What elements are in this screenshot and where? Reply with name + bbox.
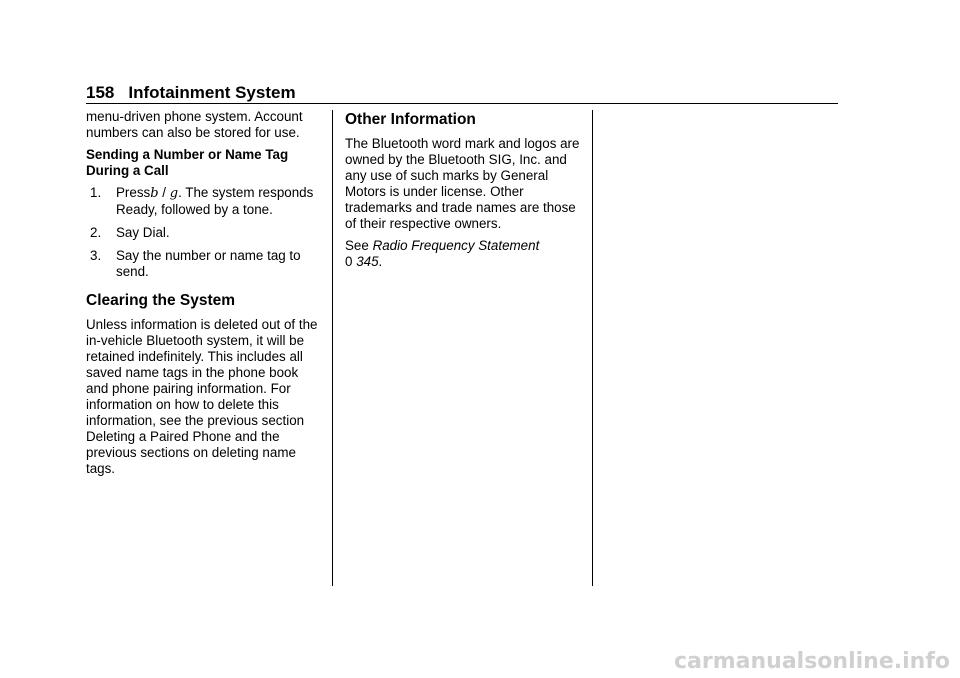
page-title: Infotainment System bbox=[128, 83, 296, 102]
column-divider-2 bbox=[592, 110, 593, 586]
step-text: Say the number or name tag to send. bbox=[116, 248, 301, 279]
step-text-post: . The system responds Ready, followed by a tone. bbox=[116, 185, 314, 217]
section-title-clearing: Clearing the System bbox=[86, 292, 236, 309]
steps-list bbox=[86, 185, 322, 280]
other-info-paragraph: The Bluetooth word mark and logos are owned by the Bluetooth SIG, Inc. and any use of such marks by General Motors is under license. Other trademarks and trade names are those of their respective owners. bbox=[345, 136, 580, 231]
step-number: 3. bbox=[90, 248, 102, 263]
step-number: 2. bbox=[90, 225, 102, 240]
reference-page[interactable]: 345 bbox=[356, 254, 379, 269]
section-title-other-info: Other Information bbox=[345, 111, 476, 128]
push-to-talk-icon: b bbox=[150, 186, 159, 201]
clearing-paragraph: Unless information is deleted out of the in-vehicle Bluetooth system, it will be retained indefinitely. This includes all saved name tags in the phone book and phone pairing information. For information on how to delete this information, see the previous section Deleting a Paired Phone and the previous sections on deleting name tags. bbox=[86, 317, 318, 476]
subheading-sending-number: Sending a Number or Name Tag During a Call bbox=[86, 147, 289, 178]
end-call-icon: g bbox=[169, 186, 179, 201]
reference-link[interactable]: Radio Frequency Statement bbox=[372, 238, 540, 253]
step-slash: / bbox=[162, 185, 167, 200]
column-divider-1 bbox=[332, 110, 333, 586]
page-number: 158 bbox=[86, 83, 115, 102]
step-text: Say Dial. bbox=[116, 225, 170, 240]
see-reference bbox=[345, 238, 581, 270]
page-header bbox=[86, 83, 296, 103]
intro-paragraph: menu-driven phone system. Account numbers can also be stored for use. bbox=[86, 109, 303, 140]
reference-period: . bbox=[378, 254, 383, 269]
column-2 bbox=[345, 109, 581, 276]
list-item bbox=[86, 248, 322, 280]
header-rule bbox=[86, 103, 838, 104]
see-label: See bbox=[345, 238, 369, 253]
list-item bbox=[86, 225, 322, 241]
list-item bbox=[86, 185, 322, 218]
column-1 bbox=[86, 109, 322, 483]
step-number: 1. bbox=[90, 185, 102, 200]
step-text-pre: Press bbox=[116, 185, 151, 200]
watermark: carmanualsonline.info bbox=[674, 649, 950, 674]
page-arrow-icon: 0 bbox=[345, 254, 353, 269]
